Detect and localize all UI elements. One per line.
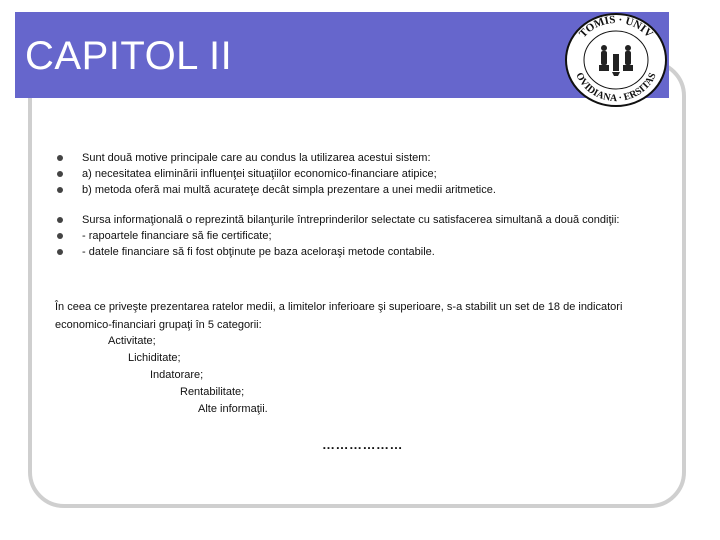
page-title: CAPITOL II bbox=[25, 34, 233, 78]
list-item: - rapoartele financiare să fie certificate; bbox=[55, 228, 655, 244]
category-item: Activitate; bbox=[108, 335, 156, 347]
bullet-icon bbox=[57, 171, 63, 177]
category-item: Lichiditate; bbox=[128, 352, 181, 364]
bullet-icon bbox=[57, 249, 63, 255]
university-seal-logo bbox=[562, 10, 670, 110]
bullet-icon bbox=[57, 155, 63, 161]
bullet-icon bbox=[57, 187, 63, 193]
list-item: a) necesitatea eliminării influenţei situaţiilor economico-financiare atipice; bbox=[55, 166, 655, 182]
list-item: b) metoda oferă mai multă acurateţe decât simpla prezentare a unei medii aritmetice. bbox=[55, 182, 655, 198]
category-item: Rentabilitate; bbox=[180, 386, 245, 398]
svg-text:TOMIS · UNIV: TOMIS · UNIV bbox=[577, 13, 655, 41]
bullet-list bbox=[55, 150, 655, 260]
intro-paragraph: În ceea ce priveşte prezentarea ratelor medii, a limitelor inferioare şi superioare, s-a stabilit un set de 18 de indicatori economico-financiari grupaţi în 5 categorii: bbox=[55, 301, 623, 331]
category-item: Indatorare; bbox=[150, 369, 204, 381]
category-item: Alte informaţii. bbox=[198, 403, 268, 415]
svg-text:OVIDIANA · ERSITAS: OVIDIANA · ERSITAS bbox=[573, 71, 659, 105]
bullet-icon bbox=[57, 233, 63, 239]
list-item: - datele financiare să fi fost obţinute pe baza aceloraşi metode contabile. bbox=[55, 244, 655, 260]
bullet-icon bbox=[57, 217, 63, 223]
list-item: Sunt două motive principale care au condus la utilizarea acestui sistem: bbox=[55, 150, 655, 166]
list-item: Sursa informaţională o reprezintă bilanţurile întreprinderilor selectate cu satisfacerea simultană a două condiţii: bbox=[55, 212, 655, 228]
ellipsis: ……………… bbox=[322, 437, 403, 452]
